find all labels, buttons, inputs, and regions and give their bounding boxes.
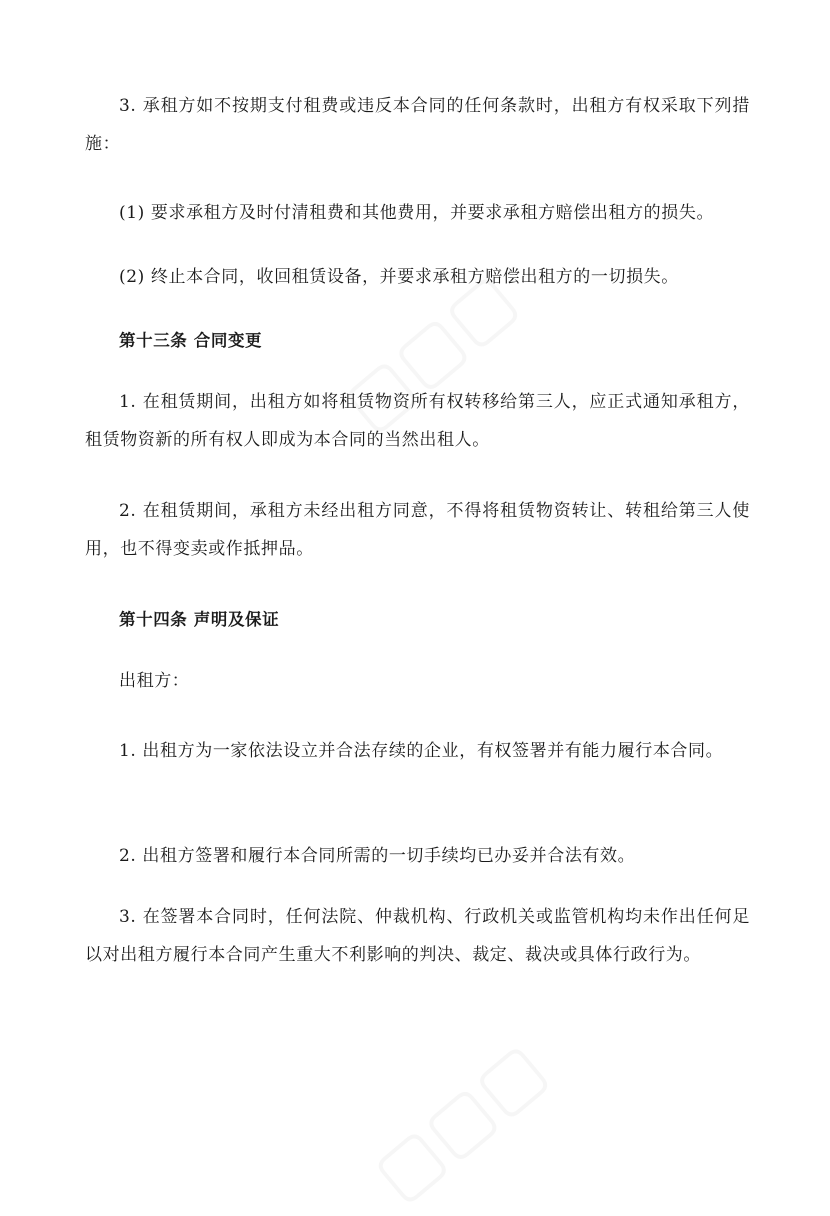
article-14-item-2: 2. 出租方签署和履行本合同所需的一切手续均已办妥并合法有效。: [119, 846, 636, 866]
clause-3-measures: 3. 承租方如不按期支付租费或违反本合同的任何条款时，出租方有权采取下列措施：: [85, 96, 750, 154]
measure-2: (2) 终止本合同，收回租赁设备，并要求承租方赔偿出租方的一切损失。: [119, 267, 679, 287]
measure-1: (1) 要求承租方及时付清租费和其他费用，并要求承租方赔偿出租方的损失。: [119, 203, 715, 223]
watermark: [357, 1026, 562, 1216]
article-13-heading: 第十三条 合同变更: [119, 331, 263, 350]
article-13-item-2: 2. 在租赁期间，承租方未经出租方同意，不得将租赁物资转让、转租给第三人使用，也不得变卖或作抵押品。: [85, 501, 750, 559]
article-13-item-1: 1. 在租赁期间，出租方如将租赁物资所有权转移给第三人，应正式通知承租方，租赁物资新的所有权人即成为本合同的当然出租人。: [85, 392, 750, 450]
lessor-label: 出租方：: [119, 671, 190, 691]
article-14-item-1: 1. 出租方为一家依法设立并合法存续的企业，有权签署并有能力履行本合同。: [119, 741, 724, 761]
article-14-heading: 第十四条 声明及保证: [119, 610, 280, 629]
article-14-item-3: 3. 在签署本合同时，任何法院、仲裁机构、行政机关或监管机构均未作出任何足以对出租方履行本合同产生重大不利影响的判决、裁定、裁决或具体行政行为。: [85, 907, 750, 965]
